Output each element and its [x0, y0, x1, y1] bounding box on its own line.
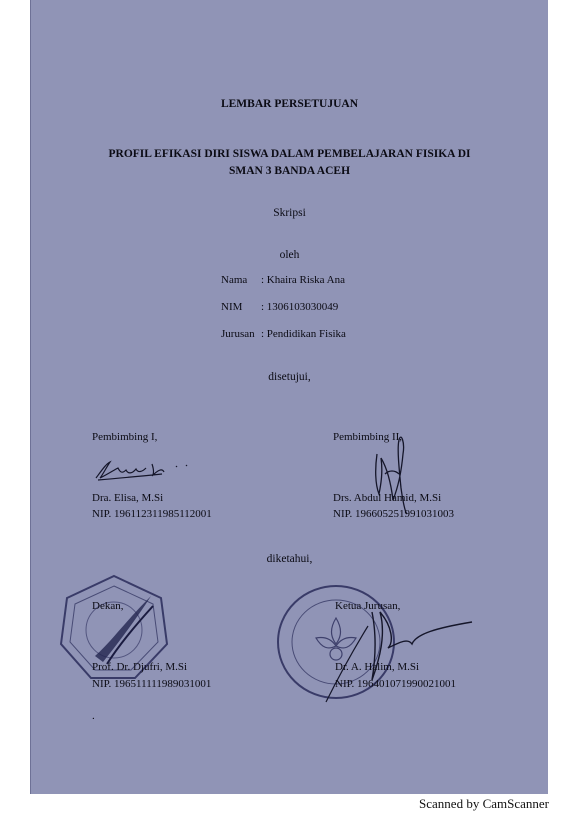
supervisor1-name: Dra. Elisa, M.Si [92, 492, 164, 504]
supervisor2-name: Drs. Abdul Hamid, M.Si [333, 492, 442, 504]
thesis-title-line2: SMAN 3 BANDA ACEH [228, 165, 351, 177]
document-type: Skripsi [273, 207, 306, 219]
field-value-nim: : 1306103030049 [261, 301, 339, 313]
dean-nip: NIP. 196511111989031001 [92, 678, 212, 690]
supervisor2-role: Pembimbing II, [333, 431, 403, 443]
dean-name: Prof. Dr. Djufri, M.Si [92, 661, 188, 673]
field-label-nama: Nama [221, 274, 248, 286]
scanner-watermark: Scanned by CamScanner [419, 796, 549, 811]
approved-label: disetujui, [268, 371, 311, 383]
field-label-jurusan: Jurusan [221, 328, 255, 340]
acknowledged-label: diketahui, [266, 553, 313, 565]
page-heading: LEMBAR PERSETUJUAN [220, 98, 359, 110]
dean-role: Dekan, [92, 600, 124, 612]
supervisor2-signature [365, 428, 415, 518]
thesis-title-line1: PROFIL EFIKASI DIRI SISWA DALAM PEMBELAJARAN FISIKA DI [108, 148, 471, 160]
field-value-nama: : Khaira Riska Ana [261, 274, 346, 286]
field-label-nim: NIM [221, 301, 243, 313]
by-label: oleh [279, 249, 300, 261]
head-role: Ketua Jurusan, [335, 600, 401, 612]
supervisor2-nip: NIP. 196605251991031003 [333, 508, 455, 520]
head-nip: NIP. 196401071990021001 [335, 678, 457, 690]
supervisor1-signature [92, 456, 192, 482]
head-name: Dr. A. Halim, M.Si [335, 661, 420, 673]
field-value-jurusan: : Pendidikan Fisika [261, 328, 346, 340]
supervisor1-role: Pembimbing I, [92, 431, 158, 443]
bottom-mark: . [92, 710, 95, 722]
supervisor1-nip: NIP. 196112311985112001 [92, 508, 212, 520]
